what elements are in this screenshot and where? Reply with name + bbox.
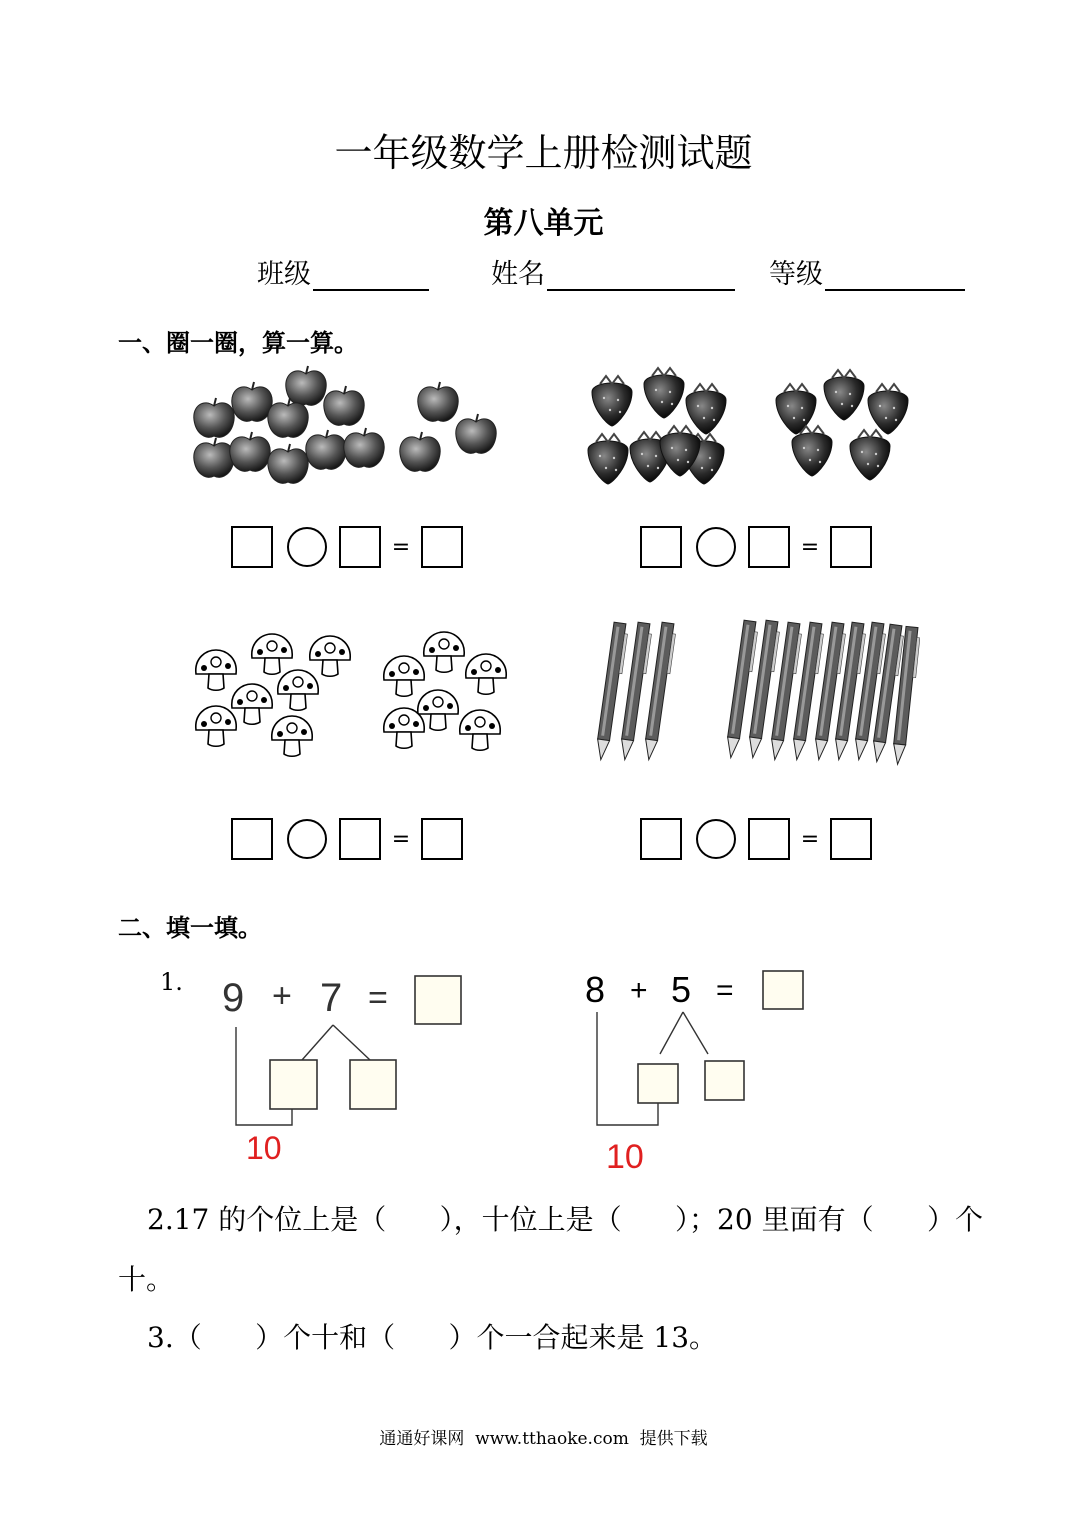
right-pens <box>725 620 920 765</box>
left-strawberries <box>588 368 726 484</box>
mushroom-icon <box>384 656 424 696</box>
split-box-left[interactable] <box>270 1060 317 1109</box>
result-box[interactable] <box>830 526 872 568</box>
split-box-right[interactable] <box>705 1061 744 1100</box>
result-box[interactable] <box>830 818 872 860</box>
grade-field <box>769 252 965 291</box>
strawberry-icon <box>592 376 632 426</box>
mushroom-icon <box>278 670 318 710</box>
strawberry-icon <box>868 384 908 434</box>
result-box[interactable] <box>421 526 463 568</box>
addend-a: 8 <box>585 969 606 1010</box>
plus-sign: + <box>272 977 292 1015</box>
apple-icon <box>230 432 270 471</box>
equation-strawberries <box>640 525 872 569</box>
ten-label: 10 <box>246 1130 282 1166</box>
section-2-heading: 二、填一填。 <box>118 914 262 942</box>
operator-circle[interactable] <box>696 819 736 859</box>
strawberry-icon <box>588 434 628 484</box>
split-box-right[interactable] <box>350 1060 396 1109</box>
operator-circle[interactable] <box>696 527 736 567</box>
make-ten-diagram-2 <box>580 960 820 1180</box>
equals-sign: = <box>391 534 411 560</box>
strawberries-illustration <box>580 352 920 492</box>
left-mushrooms <box>196 634 350 756</box>
apple-icon <box>418 382 458 421</box>
strawberry-icon <box>644 368 684 418</box>
answer-box[interactable] <box>640 526 682 568</box>
grade-blank[interactable] <box>825 259 965 291</box>
class-field <box>257 252 429 291</box>
answer-box[interactable] <box>748 818 790 860</box>
addend-b: 7 <box>320 976 343 1020</box>
make-ten-diagram-1 <box>210 965 480 1175</box>
answer-box[interactable] <box>231 526 273 568</box>
operator-circle[interactable] <box>287 527 327 567</box>
apple-icon <box>306 430 346 469</box>
ten-label: 10 <box>606 1138 644 1176</box>
split-box-left[interactable] <box>638 1064 678 1103</box>
apple-icon <box>344 428 384 467</box>
apple-icon <box>286 366 326 405</box>
apple-icon <box>232 382 272 421</box>
class-label: 班级 <box>257 259 311 290</box>
mushroom-icon <box>196 706 236 746</box>
section-1-heading: 一、圈一圈，算一算。 <box>118 329 358 357</box>
mushroom-icon <box>252 634 292 674</box>
operator-circle[interactable] <box>287 819 327 859</box>
right-mushrooms <box>384 632 506 762</box>
equals-sign: = <box>800 534 820 560</box>
mushroom-icon <box>424 632 464 672</box>
strawberry-icon <box>824 370 864 420</box>
equation-pens <box>640 817 872 861</box>
mushroom-icon <box>460 710 500 750</box>
left-pens <box>595 622 677 761</box>
answer-box[interactable] <box>748 526 790 568</box>
answer-box[interactable] <box>339 526 381 568</box>
mushroom-icon <box>310 636 350 676</box>
footer-credit: 通通好课网 www.tthaoke.com 提供下载 <box>379 1429 708 1449</box>
question-1-label: 1. <box>160 968 183 996</box>
name-blank[interactable] <box>547 259 735 291</box>
apple-icon <box>194 398 234 437</box>
result-box[interactable] <box>421 818 463 860</box>
right-strawberries <box>776 370 908 480</box>
question-2-line-1: 2.17 的个位上是（ ），十位上是（ ）；20 里面有（ ）个 <box>147 1203 983 1236</box>
apple-icon <box>324 386 364 425</box>
equation-apples <box>231 525 463 569</box>
mushrooms-illustration <box>190 630 520 770</box>
addend-a: 9 <box>222 976 245 1020</box>
strawberry-icon <box>686 384 726 434</box>
sum-box[interactable] <box>763 971 803 1009</box>
sum-box[interactable] <box>415 976 461 1024</box>
apple-icon <box>456 414 496 453</box>
grade-label: 等级 <box>769 259 823 290</box>
pens-illustration <box>590 615 920 775</box>
mushroom-icon <box>466 654 506 694</box>
equals-sign: = <box>800 826 820 852</box>
name-label: 姓名 <box>491 259 545 290</box>
apple-icon <box>194 438 234 477</box>
apples-illustration <box>188 362 508 492</box>
equals-sign: = <box>391 826 411 852</box>
equals-sign: = <box>368 979 388 1017</box>
mushroom-icon <box>384 708 424 748</box>
strawberry-icon <box>850 430 890 480</box>
answer-box[interactable] <box>640 818 682 860</box>
equation-mushrooms <box>231 817 463 861</box>
class-blank[interactable] <box>313 259 429 291</box>
apple-icon <box>400 432 440 471</box>
addend-b: 5 <box>671 969 692 1010</box>
plus-sign: + <box>630 974 648 1007</box>
left-apples <box>194 366 384 483</box>
answer-box[interactable] <box>231 818 273 860</box>
mushroom-icon <box>272 716 312 756</box>
page-title: 一年级数学上册检测试题 <box>334 131 753 175</box>
answer-box[interactable] <box>339 818 381 860</box>
name-field <box>491 252 735 291</box>
unit-subtitle: 第八单元 <box>483 206 604 241</box>
question-3: 3.（ ）个十和（ ）个一合起来是 13。 <box>147 1321 718 1354</box>
equals-sign: = <box>716 974 734 1007</box>
right-apples <box>400 382 496 471</box>
question-2-line-2: 十。 <box>118 1263 175 1296</box>
apple-icon <box>268 444 308 483</box>
strawberry-icon <box>776 384 816 434</box>
